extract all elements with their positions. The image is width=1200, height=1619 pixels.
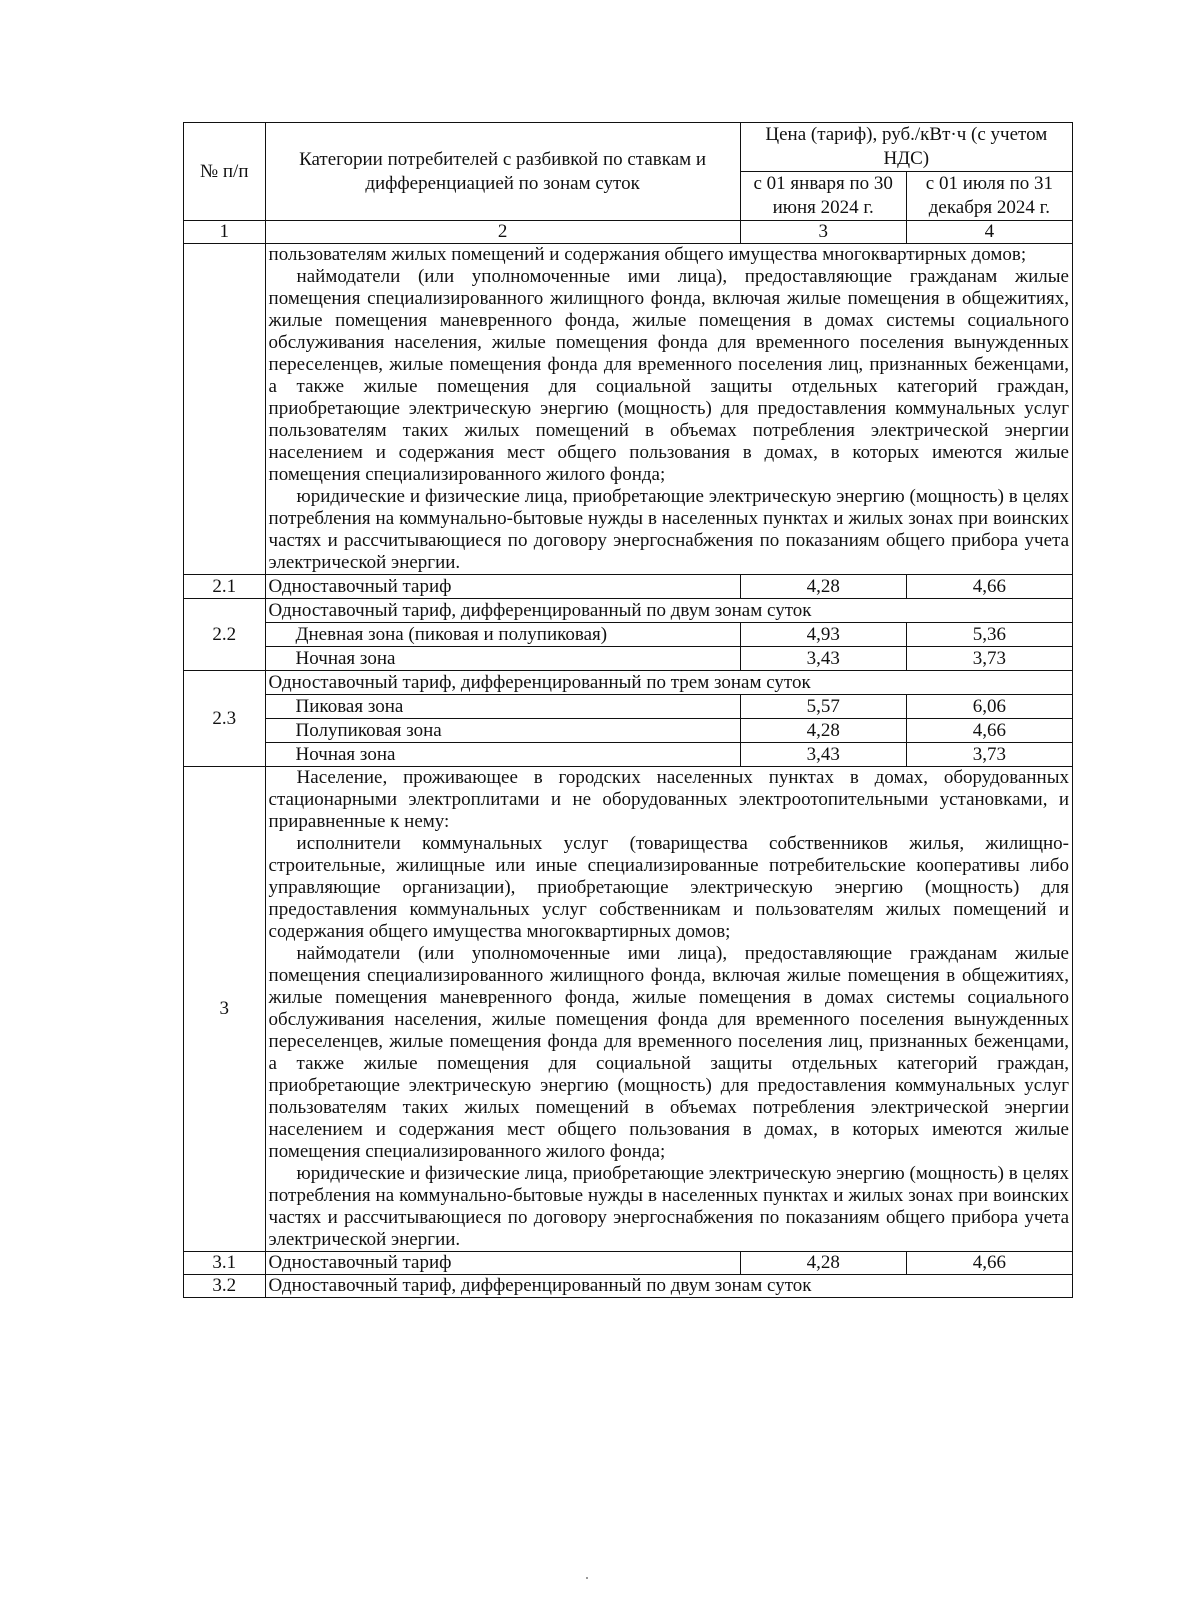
row-num: 2.2 bbox=[184, 599, 266, 671]
section2-text-row bbox=[184, 244, 1073, 575]
row-value-2: 4,66 bbox=[906, 719, 1072, 743]
row-value-1: 3,43 bbox=[740, 647, 906, 671]
header-category: Категории потребителей с разбивкой по ставкам и дифференциацией по зонам суток bbox=[265, 123, 740, 221]
section2-num bbox=[184, 244, 266, 575]
tariff-table bbox=[183, 122, 1073, 1298]
row-label: Одноставочный тариф bbox=[265, 575, 740, 599]
header-price: Цена (тариф), руб./кВт·ч (с учетом НДС) bbox=[740, 123, 1072, 172]
header-row-1 bbox=[184, 123, 1073, 172]
section3-paragraph-2: исполнители коммунальных услуг (товарищества собственников жилья, жилищно-строительные, жилищные или иные специализированные потребительские кооперативы либо управляющие организации), приобретающие электрическую энергию (мощность) для предоставления коммунальных услуг собственникам и пользователям жилых помещений и содержания общего имущества многоквартирных домов; bbox=[268, 833, 1069, 942]
row-sub-label: Ночная зона bbox=[265, 743, 740, 767]
section3-text bbox=[265, 767, 1072, 1252]
header-period-1: с 01 января по 30 июня 2024 г. bbox=[740, 172, 906, 221]
table-row bbox=[184, 575, 1073, 599]
row-num: 2.1 bbox=[184, 575, 266, 599]
row-value-2: 4,66 bbox=[906, 575, 1072, 599]
row-sub-label: Ночная зона bbox=[265, 647, 740, 671]
table-row bbox=[184, 599, 1073, 623]
table-row bbox=[184, 1275, 1073, 1298]
row-value-1: 4,28 bbox=[740, 719, 906, 743]
row-num: 3.1 bbox=[184, 1252, 266, 1275]
section3-paragraph-3: наймодатели (или уполномоченные ими лица), предоставляющие гражданам жилые помещения специализированного жилищного фонда, включая жилые помещения в общежитиях, жилые помещения маневренного фонда, жилые помещения в домах системы социального обслуживания населения, жилые помещения фонда для временного поселения вынужденных переселенцев, жилые помещения фонда для временного поселения лиц, признанных беженцами, а также жилые помещения для социальной защиты отдельных категорий граждан, приобретающие электрическую энергию (мощность) для предоставления коммунальных услуг пользователям таких жилых помещений в объемах потребления электрической энергии населением и содержания мест общего пользования в домах, в которых имеются жилые помещения специализированного жилого фонда; bbox=[268, 943, 1069, 1162]
row-label: Одноставочный тариф, дифференцированный по двум зонам суток bbox=[265, 599, 1072, 623]
section2-paragraph-3: юридические и физические лица, приобретающие электрическую энергию (мощность) в целях потребления на коммунально-бытовые нужды в населенных пунктах и жилых зонах при воинских частях и рассчитывающиеся по договору энергоснабжения по показаниям общего прибора учета электрической энергии. bbox=[268, 486, 1069, 573]
table-row bbox=[184, 647, 1073, 671]
section3-text-row bbox=[184, 767, 1073, 1252]
header-num: № п/п bbox=[184, 123, 266, 221]
section2-paragraph-2: наймодатели (или уполномоченные ими лица), предоставляющие гражданам жилые помещения специализированного жилищного фонда, включая жилые помещения в общежитиях, жилые помещения маневренного фонда, жилые помещения в домах системы социального обслуживания населения, жилые помещения фонда для временного поселения вынужденных переселенцев, жилые помещения фонда для временного поселения лиц, признанных беженцами, а также жилые помещения для социальной защиты отдельных категорий граждан, приобретающие электрическую энергию (мощность) для предоставления коммунальных услуг пользователям таких жилых помещений в объемах потребления электрической энергии населением и содержания мест общего пользования в домах, в которых имеются жилые помещения специализированного жилого фонда; bbox=[268, 266, 1069, 485]
row-value-1: 4,28 bbox=[740, 1252, 906, 1275]
col-number-1: 1 bbox=[184, 221, 266, 244]
row-value-1: 4,93 bbox=[740, 623, 906, 647]
table-row bbox=[184, 719, 1073, 743]
row-value-2: 3,73 bbox=[906, 743, 1072, 767]
row-sub-label: Пиковая зона bbox=[265, 695, 740, 719]
row-sub-label: Дневная зона (пиковая и полупиковая) bbox=[265, 623, 740, 647]
row-num: 2.3 bbox=[184, 671, 266, 767]
section3-num: 3 bbox=[184, 767, 266, 1252]
row-value-2: 6,06 bbox=[906, 695, 1072, 719]
table-row bbox=[184, 623, 1073, 647]
row-sub-label: Полупиковая зона bbox=[265, 719, 740, 743]
table-row bbox=[184, 1252, 1073, 1275]
row-value-2: 4,66 bbox=[906, 1252, 1072, 1275]
row-value-2: 5,36 bbox=[906, 623, 1072, 647]
table-row bbox=[184, 671, 1073, 695]
row-num: 3.2 bbox=[184, 1275, 266, 1298]
row-label: Одноставочный тариф, дифференцированный по трем зонам суток bbox=[265, 671, 1072, 695]
table-row bbox=[184, 743, 1073, 767]
col-number-2: 2 bbox=[265, 221, 740, 244]
section3-paragraph-4: юридические и физические лица, приобретающие электрическую энергию (мощность) в целях потребления на коммунально-бытовые нужды в населенных пунктах и жилых зонах при воинских частях и рассчитывающиеся по договору энергоснабжения по показаниям общего прибора учета электрической энергии. bbox=[268, 1163, 1069, 1250]
row-value-1: 5,57 bbox=[740, 695, 906, 719]
column-numbers-row bbox=[184, 221, 1073, 244]
scan-speck bbox=[586, 1577, 588, 1579]
col-number-4: 4 bbox=[906, 221, 1072, 244]
col-number-3: 3 bbox=[740, 221, 906, 244]
header-period-2: с 01 июля по 31 декабря 2024 г. bbox=[906, 172, 1072, 221]
section2-text bbox=[265, 244, 1072, 575]
row-value-2: 3,73 bbox=[906, 647, 1072, 671]
table-row bbox=[184, 695, 1073, 719]
row-label: Одноставочный тариф, дифференцированный по двум зонам суток bbox=[265, 1275, 1072, 1298]
section2-paragraph-1: пользователям жилых помещений и содержания общего имущества многоквартирных домов; bbox=[268, 244, 1027, 265]
row-value-1: 4,28 bbox=[740, 575, 906, 599]
row-label: Одноставочный тариф bbox=[265, 1252, 740, 1275]
section3-paragraph-1: Население, проживающее в городских населенных пунктах в домах, оборудованных стационарными электроплитами и не оборудованных электроотопительными установками, и приравненные к нему: bbox=[268, 767, 1069, 832]
row-value-1: 3,43 bbox=[740, 743, 906, 767]
